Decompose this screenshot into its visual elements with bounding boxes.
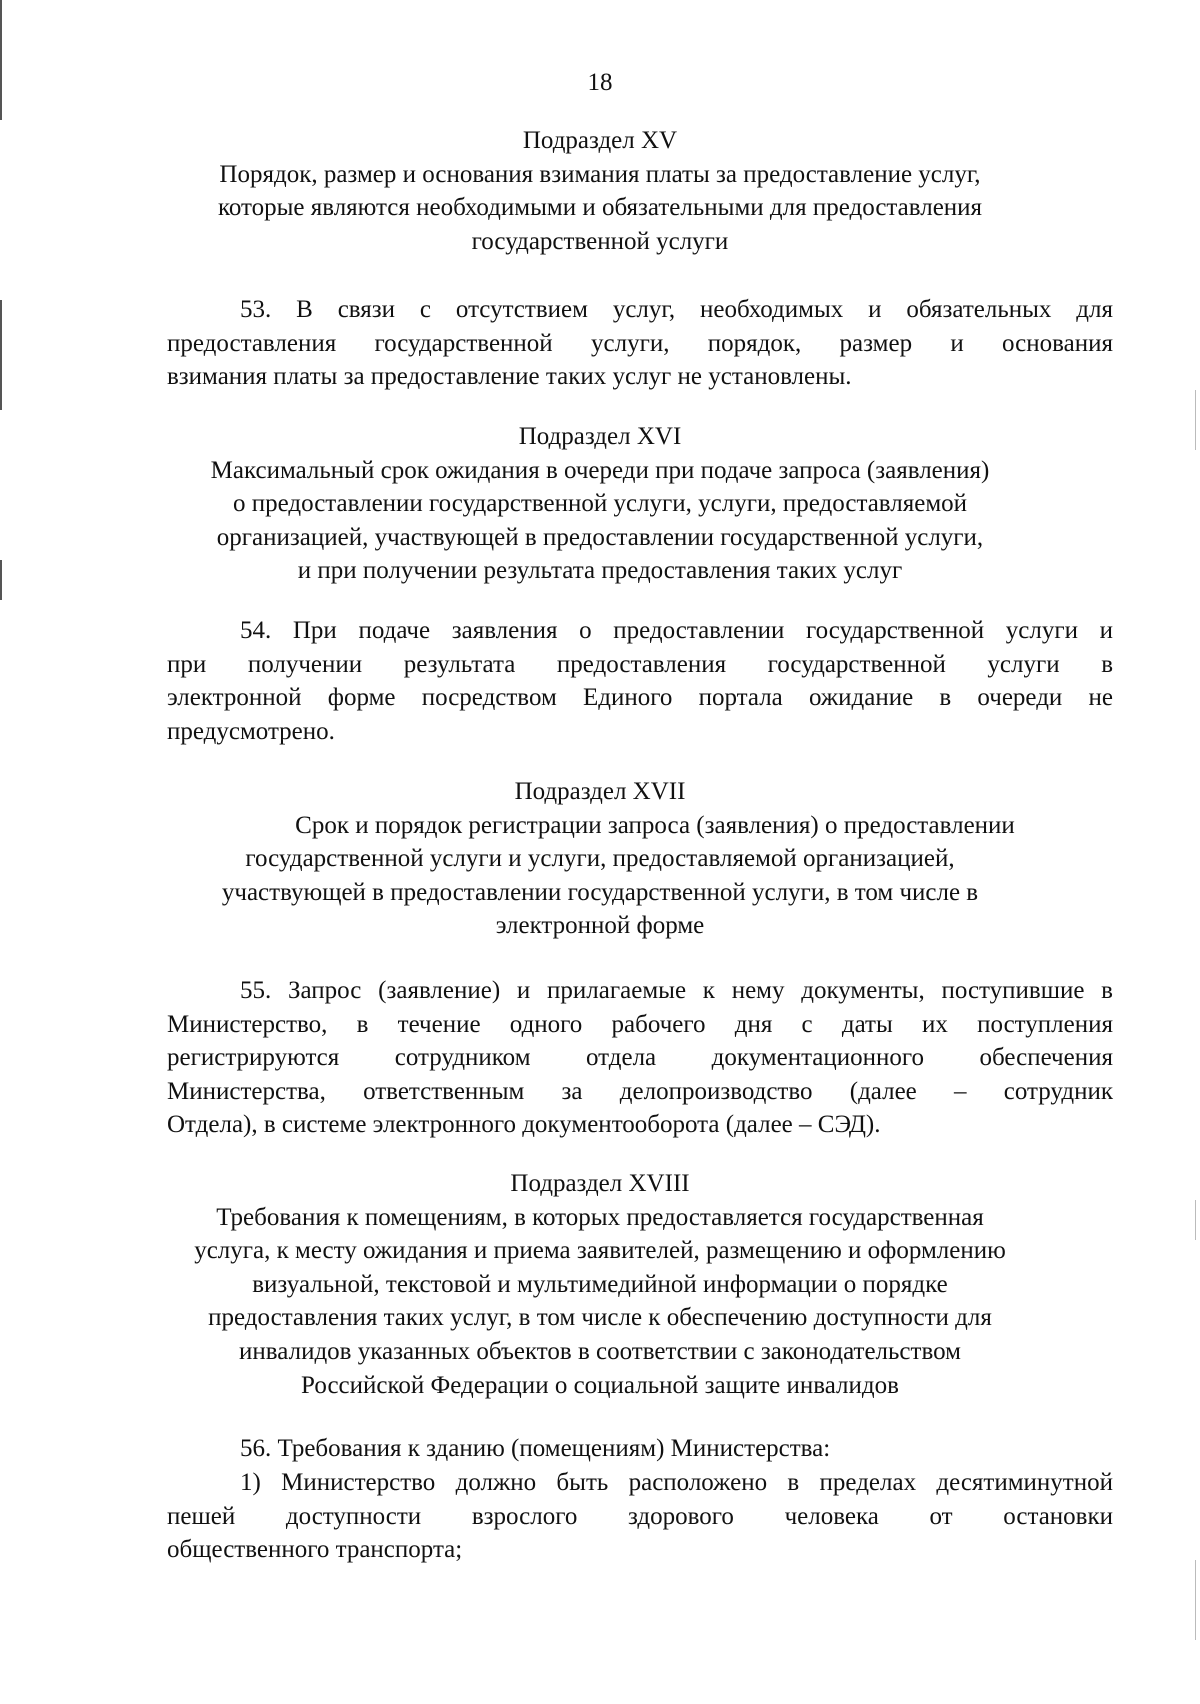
scan-edge-mark xyxy=(1195,390,1196,450)
paragraph-line: 55. Запрос (заявление) и прилагаемые к нему документы, поступившие в xyxy=(240,977,1113,1004)
subsection-label: Подраздел XVI xyxy=(518,423,682,450)
subsection-title-line: организацией, участвующей в предоставлении государственной услуги, xyxy=(216,523,984,551)
paragraph-line: электронной форме посредством Единого портала ожидание в очереди не xyxy=(167,684,1113,712)
paragraph-line: Министерства, ответственным за делопроизводство (далее – сотрудник xyxy=(167,1077,1113,1105)
paragraph-line: взимания платы за предоставление таких услуг не установлены. xyxy=(167,363,852,391)
subsection-title-line: Срок и порядок регистрации запроса (заявления) о предоставлении xyxy=(295,811,1015,839)
paragraph-line: 1) Министерство должно быть расположено в пределах десятиминутной xyxy=(240,1469,1113,1496)
subsection-title-line: Максимальный срок ожидания в очереди при подаче запроса (заявления) xyxy=(210,456,990,484)
paragraph-56-item-1 xyxy=(167,1466,1113,1567)
paragraph-line: 53. В связи с отсутствием услуг, необходимых и обязательных для xyxy=(240,296,1113,323)
subsection-title-line: электронной форме xyxy=(495,912,705,940)
subsection-title-line: которые являются необходимыми и обязательными для предоставления xyxy=(217,194,983,222)
subsection-heading-xviii xyxy=(140,1167,1060,1402)
paragraph-53 xyxy=(167,293,1113,394)
page-number: 18 xyxy=(587,69,613,96)
subsection-title-line: государственной услуги xyxy=(471,227,729,255)
scan-edge-mark xyxy=(0,0,2,120)
subsection-heading-xvii xyxy=(140,775,1060,943)
paragraph-line: при получении результата предоставления государственной услуги в xyxy=(167,650,1113,678)
subsection-title-line: предоставления таких услуг, в том числе к обеспечению доступности для xyxy=(208,1304,992,1332)
paragraph-line: 56. Требования к зданию (помещениям) Министерства: xyxy=(240,1435,831,1462)
subsection-title-line: о предоставлении государственной услуги, услуги, предоставляемой xyxy=(232,490,968,518)
subsection-label: Подраздел XV xyxy=(522,127,678,154)
paragraph-line: пешей доступности взрослого здорового человека от остановки xyxy=(167,1502,1113,1530)
subsection-title-line: инвалидов указанных объектов в соответствии с законодательством xyxy=(239,1337,961,1365)
subsection-title-line: участвующей в предоставлении государственной услуги, в том числе в xyxy=(221,878,979,906)
subsection-title-line: Порядок, размер и основания взимания платы за предоставление услуг, xyxy=(219,160,981,188)
subsection-title-line: услуга, к месту ожидания и приема заявителей, размещению и оформлению xyxy=(194,1237,1006,1265)
subsection-label: Подраздел XVII xyxy=(514,778,686,805)
subsection-label: Подраздел XVIII xyxy=(510,1170,690,1197)
paragraph-line: предоставления государственной услуги, порядок, размер и основания xyxy=(167,329,1113,357)
scan-edge-mark xyxy=(1195,1560,1196,1640)
scan-edge-mark xyxy=(0,560,2,600)
paragraph-line: Отдела), в системе электронного документооборота (далее – СЭД). xyxy=(167,1111,881,1139)
subsection-title-line: Российской Федерации о социальной защите инвалидов xyxy=(301,1371,899,1399)
paragraph-line: общественного транспорта; xyxy=(167,1536,463,1564)
subsection-heading-xv xyxy=(140,124,1060,258)
subsection-title-line: и при получении результата предоставления таких услуг xyxy=(297,557,903,585)
paragraph-55 xyxy=(167,974,1113,1142)
subsection-title-line: Требования к помещениям, в которых предоставляется государственная xyxy=(216,1203,984,1231)
subsection-title-line: визуальной, текстовой и мультимедийной информации о порядке xyxy=(252,1270,948,1298)
subsection-heading-xvi xyxy=(140,420,1060,588)
paragraph-line: 54. При подаче заявления о предоставлении государственной услуги и xyxy=(240,617,1113,644)
paragraph-54 xyxy=(167,614,1113,748)
paragraph-line: регистрируются сотрудником отдела документационного обеспечения xyxy=(167,1044,1113,1072)
paragraph-line: предусмотрено. xyxy=(167,717,335,745)
paragraph-line: Министерство, в течение одного рабочего дня с даты их поступления xyxy=(167,1010,1113,1038)
scan-edge-mark xyxy=(1195,1200,1196,1240)
scan-edge-mark xyxy=(0,300,2,410)
paragraph-56 xyxy=(167,1432,1113,1466)
subsection-title-line: государственной услуги и услуги, предоставляемой организацией, xyxy=(245,845,955,873)
